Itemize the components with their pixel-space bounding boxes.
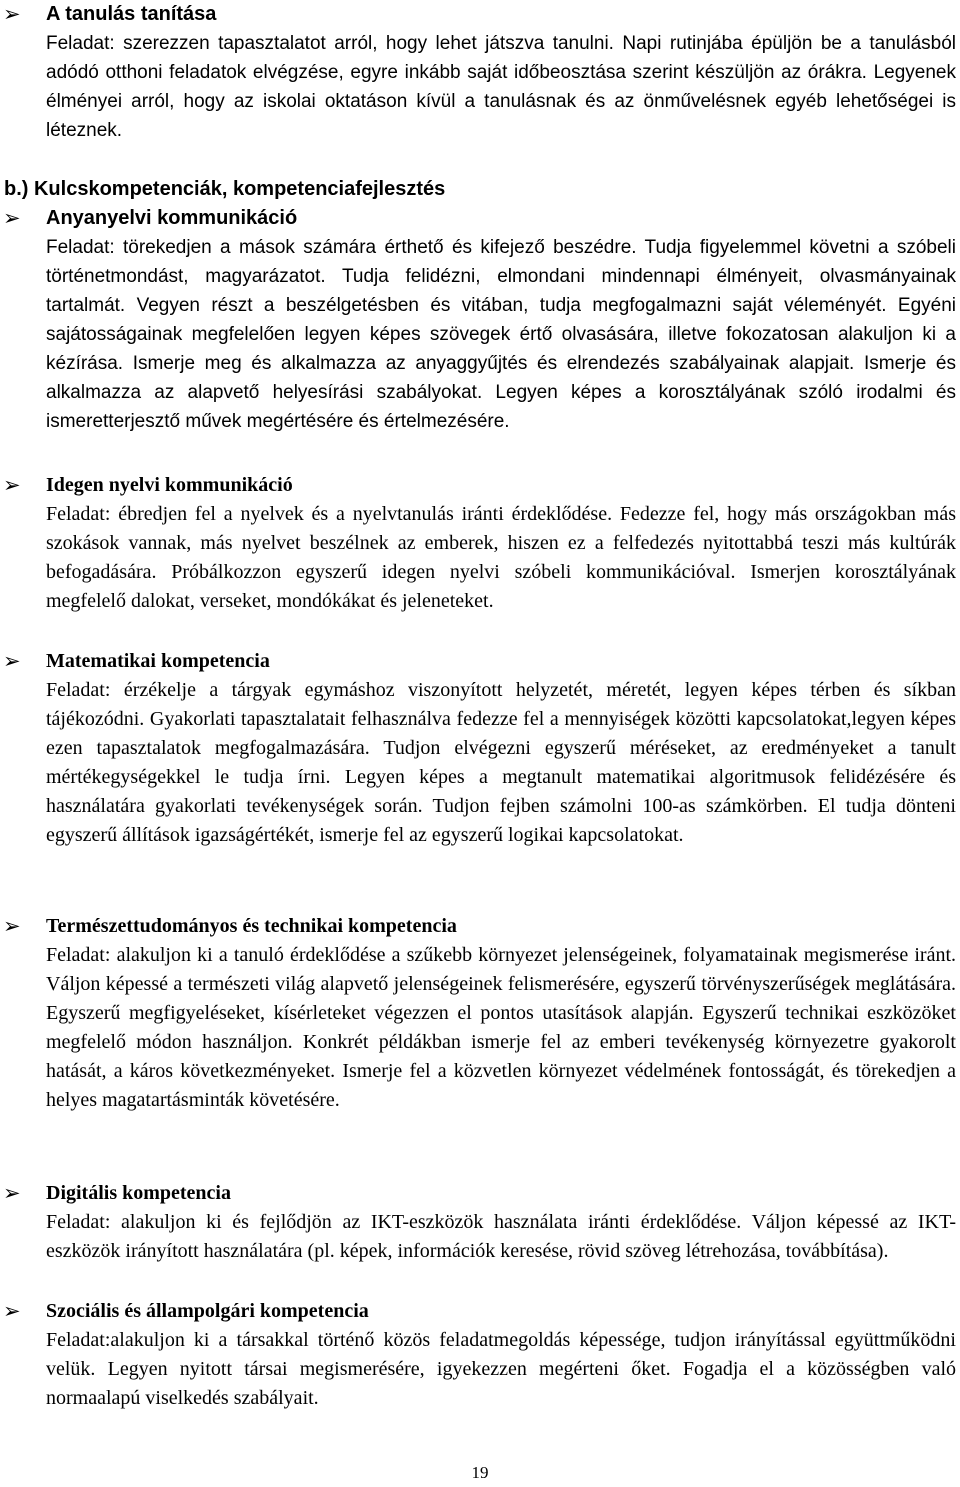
section-title-matematikai: Matematikai kompetencia [46,650,270,672]
section-title-tanulas: A tanulás tanítása [46,3,217,25]
section-title-termeszettudomanyos: Természettudományos és technikai kompetencia [46,915,457,937]
bullet-arrow-icon: ➢ [3,2,21,26]
page-number: 19 [471,1463,489,1482]
section-title-anyanyelvi: Anyanyelvi kommunikáció [46,207,298,229]
section-title-szocialis: Szociális és állampolgári kompetencia [46,1300,369,1322]
section-title-digitalis: Digitális kompetencia [46,1182,231,1204]
section-text-termeszettudomanyos: Feladat: alakuljon ki a tanuló érdeklődése a szűkebb környezet jelenségeinek, folyamatainak megismerése iránt. Váljon képessé a természeti világ alapvető jelenségeinek felismerésére, egyszerű törvényszerűségek meglátására. Egyszerű megfigyeléseket, kísérleteket végezzen el pontos utasítások alapján. Egyszerű technikai eszközöket megfelelő módon használjon. Konkrét példákban ismerje fel az emberi tevékenység környezetre gyakorolt hatását, a káros következményeket. Ismerje fel a közvetlen környezet védelmének fontosságát, és törekedjen a helyes magatartásminták követésére. [46,944,956,1111]
bullet-arrow-icon: ➢ [3,206,21,230]
section-text-tanulas: Feladat: szerezzen tapasztalatot arról, hogy lehet játszva tanulni. Napi rutinjába épüljön be a tanulásból adódó otthoni feladatok elvégzése, egyre inkább saját időbeosztása szerint készüljön az órákra. Legyenek élményei arról, hogy az iskolai oktatáson kívül a tanulásnak és az önművelésnek egyéb lehetőségei is léteznek. [46,33,956,141]
bullet-arrow-icon: ➢ [3,1181,21,1205]
section-text-digitalis: Feladat: alakuljon ki és fejlődjön az IKT-eszközök használata iránti érdeklődése. Váljon képessé az IKT-eszközök irányított használatára (pl. képek, információk keresése, rövid szöveg létrehozása, továbbítása). [46,1211,956,1262]
section-text-idegen: Feladat: ébredjen fel a nyelvek és a nyelvtanulás iránti érdeklődése. Fedezze fel, hogy más országokban más szokások vannak, más nyelvet beszélnek az emberek, hiszen ez a felfedezés nyitottabbá teszi más kultúrák befogadására. Próbálkozzon egyszerű idegen nyelvi szóbeli kommunikációval. Ismerjen korosztályának megfelelő dalokat, verseket, mondókákat és jeleneteket. [46,503,956,612]
bullet-arrow-icon: ➢ [3,473,21,497]
section-title-kulcskompetenciak: b.) Kulcskompetenciák, kompetenciafejlesztés [4,178,446,200]
section-text-matematikai: Feladat: érzékelje a tárgyak egymáshoz viszonyított helyzetét, méretét, legyen képes térben és síkban tájékozódni. Gyakorlati tapasztalatait felhasználva fedezze fel a mennyiségek közötti kapcsolatokat,legyen képes ezen tapasztalatok megfogalmazására. Tudjon elvégezni egyszerű méréseket, az eredményeket a tanult mértékegységekkel le tudja írni. Legyen képes a megtanult matematikai algoritmusok felidézésére és használatára gyakorlati tevékenységek során. Tudjon fejben számolni 100-as számkörben. El tudja dönteni egyszerű állítások igazságértékét, ismerje fel az egyszerű logikai kapcsolatokat. [46,679,956,846]
section-title-idegen: Idegen nyelvi kommunikáció [46,474,293,496]
section-text-anyanyelvi: Feladat: törekedjen a mások számára érthető és kifejező beszédre. Tudja figyelemmel követni a szóbeli történetmondást, magyarázatot. Tudja felidézni, elmondani mindennapi élményeit, olvasmányainak tartalmát. Vegyen részt a beszélgetésben és vitában, tudja megfogalmazni saját véleményét. Egyéni sajátosságainak megfelelően legyen képes szövegek értő olvasására, illetve fokozatosan alakuljon ki a kézírása. Ismerje meg és alkalmazza az anyaggyűjtés és elrendezés szabályainak alapjait. Ismerje és alkalmazza az alapvető helyesírási szabályokat. Legyen képes a korosztályának szóló irodalmi és ismeretterjesztő művek megértésére és értelmezésére. [46,237,956,432]
section-text-szocialis: Feladat:alakuljon ki a társakkal történő közös feladatmegoldás képessége, tudjon irányítással együttműködni velük. Legyen nyitott társai megismerésére, igyekezzen megérteni őket. Fogadja el a közösségben való normaalapú viselkedés szabályait. [46,1329,956,1409]
bullet-arrow-icon: ➢ [3,649,21,673]
bullet-arrow-icon: ➢ [3,914,21,938]
bullet-arrow-icon: ➢ [3,1299,21,1323]
